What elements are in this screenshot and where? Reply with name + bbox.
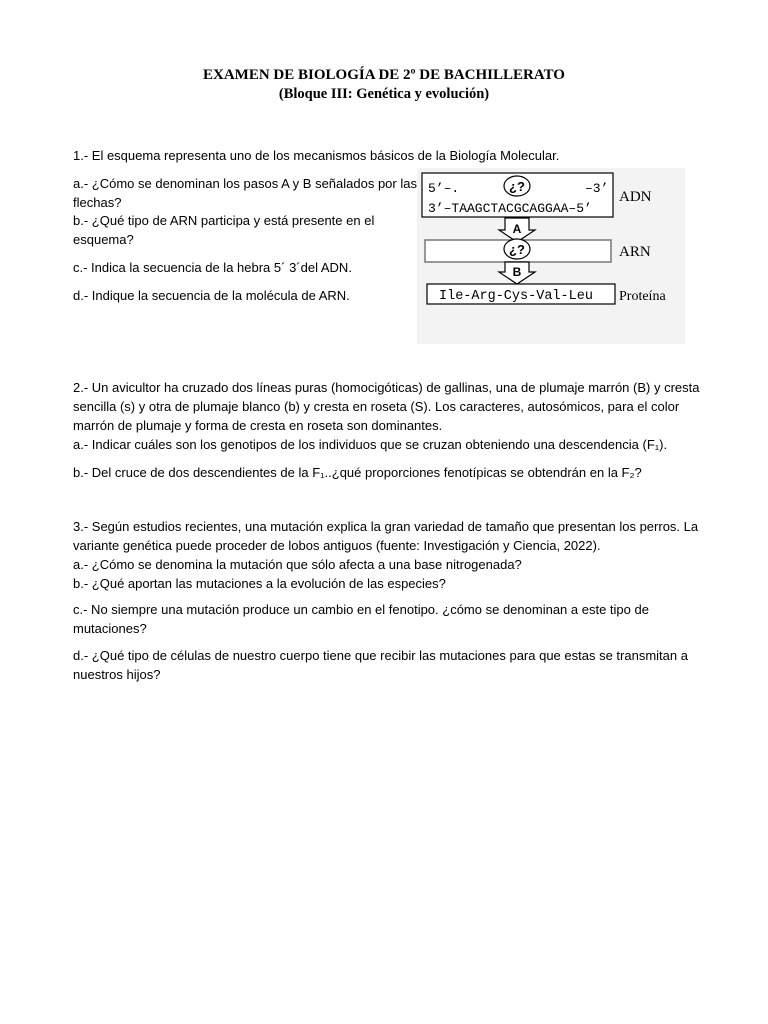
q2-intro-line-2: sencilla (s) y otra de plumaje blanco (b) y cresta en roseta (S). Los caracteres, autosómicos, para el color: [73, 399, 680, 414]
q3-c: [73, 600, 698, 638]
q3-c-line-2: mutaciones?: [73, 621, 147, 636]
q2-b: b.- Del cruce de dos descendientes de la F₁..¿qué proporciones fenotípicas se obtendrán en la F₂?: [73, 465, 642, 480]
dna-top-left: 5’–.: [428, 181, 460, 196]
molecular-biology-diagram: [417, 168, 685, 344]
q3-intro: [73, 517, 698, 593]
q3-a: a.- ¿Cómo se denomina la mutación que sólo afecta a una base nitrogenada?: [73, 557, 522, 572]
q3-d-line-1: d.- ¿Qué tipo de células de nuestro cuerpo tiene que recibir las mutaciones para que estas se transmitan a: [73, 648, 688, 663]
q3-intro-line-2: variante genética puede proceder de lobos antiguos (fuente: Investigación y Ciencia, 2022).: [73, 538, 601, 553]
q2-intro-line-3: marrón de plumaje y forma de cresta en roseta son dominantes.: [73, 418, 443, 433]
q2-intro-line-1: 2.- Un avicultor ha cruzado dos líneas puras (homocigóticas) de gallinas, una de plumaje marrón (B) y cresta: [73, 380, 700, 395]
q1-d: d.- Indique la secuencia de la molécula de ARN.: [73, 288, 350, 303]
q2-intro: [73, 378, 698, 454]
arrow-a-label: A: [512, 222, 522, 236]
dna-label: ADN: [619, 189, 652, 205]
protein-sequence: Ile-Arg-Cys-Val-Leu: [439, 289, 593, 304]
exam-subtitle: (Bloque III: Genética y evolución): [278, 86, 490, 102]
q3-b: b.- ¿Qué aportan las mutaciones a la evolución de las especies?: [73, 576, 446, 591]
q1-b-line-1: b.- ¿Qué tipo de ARN participa y está presente en el: [73, 213, 375, 228]
q3-d: [73, 646, 698, 684]
q2-a: a.- Indicar cuáles son los genotipos de los individuos que se cruzan obteniendo una descendencia (F₁).: [73, 437, 668, 452]
q1-a-line-1: a.- ¿Cómo se denominan los pasos A y B señalados por las: [73, 176, 417, 191]
exam-title: EXAMEN DE BIOLOGÍA DE 2º DE BACHILLERATO: [203, 67, 565, 83]
q1-b: [73, 211, 418, 249]
rna-label: ARN: [619, 244, 651, 260]
unknown-label-1: ¿?: [509, 179, 525, 194]
q1-intro: 1.- El esquema representa uno de los mecanismos básicos de la Biología Molecular.: [73, 148, 560, 163]
diagram-svg: [417, 168, 685, 344]
q1-b-line-2: esquema?: [73, 232, 134, 247]
q1-c: c.- Indica la secuencia de la hebra 5´ 3´del ADN.: [73, 260, 352, 275]
arrow-b-label: B: [512, 265, 522, 279]
q1-a-line-2: flechas?: [73, 195, 122, 210]
dna-top-right: –3’: [585, 181, 609, 196]
q3-intro-line-1: 3.- Según estudios recientes, una mutación explica la gran variedad de tamaño que presentan los perros. La: [73, 519, 699, 534]
q3-c-line-1: c.- No siempre una mutación produce un cambio en el fenotipo. ¿cómo se denominan a este tipo de: [73, 602, 649, 617]
protein-label: Proteína: [619, 289, 666, 304]
unknown-label-2: ¿?: [509, 242, 525, 257]
q1-a: [73, 174, 418, 212]
q3-d-line-2: nuestros hijos?: [73, 667, 161, 682]
dna-bottom-strand: 3’–TAAGCTACGCAGGAA–5’: [428, 201, 592, 216]
